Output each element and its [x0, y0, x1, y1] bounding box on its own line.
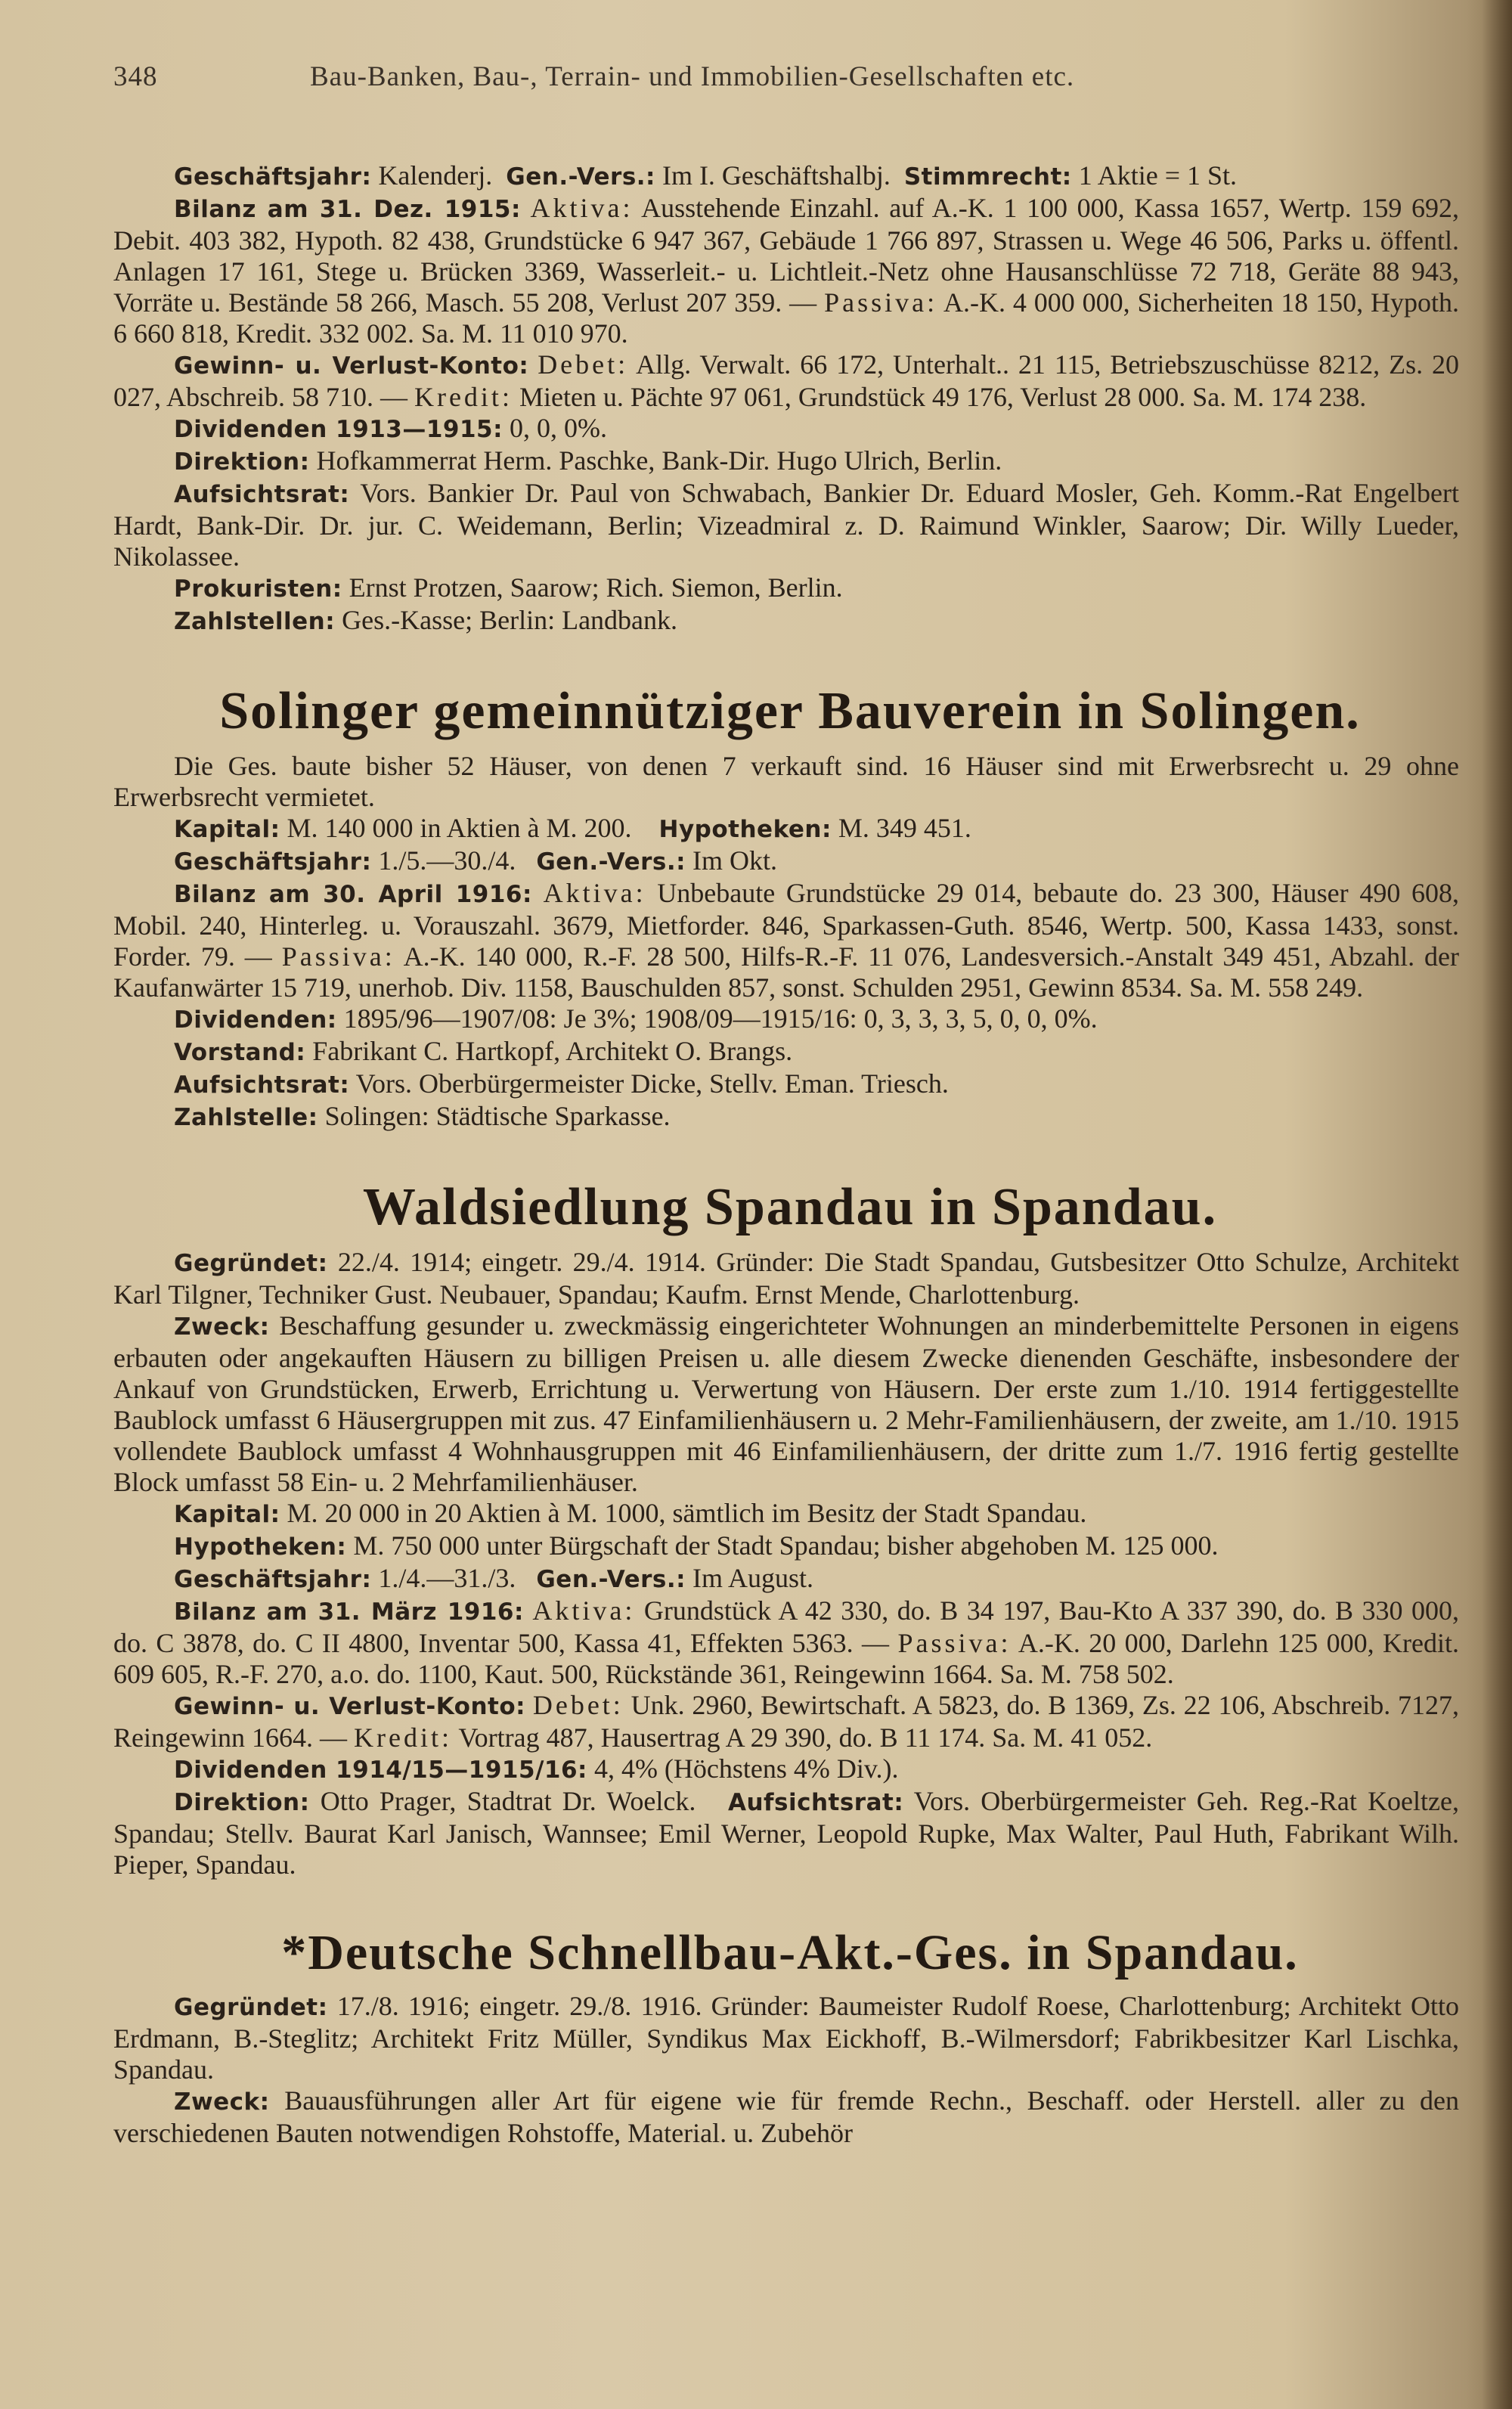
- zahlstelle-line: Zahlstelle: Solingen: Städtische Sparkasse.: [174, 1101, 671, 1131]
- page-number: 348: [113, 61, 158, 92]
- zweck-paragraph: Zweck: Bauausführungen aller Art für eigene wie für fremde Rechn., Beschaff. oder Herstell. aller zu den verschiedenen Bauten notwendigen Rohstoffe, Material. u. Zubehör: [113, 2085, 1460, 2148]
- entry-solinger-bauverein: [113, 681, 1467, 1133]
- bilanz-paragraph: Bilanz am 30. April 1916: Aktiva: Unbebaute Grundstücke 29 014, bebaute do. 23 300, Häuser 490 608, Mobil. 240, Hinterleg. u. Vorauszahl. 3679, Mietforder. 846, Sparkassen-Guth. 8546, Wertp. 500, Kassa 1433, sonst. Forder. 79. — Passiva: A.-K. 140 000, R.-F. 28 500, Hilfs-R.-F. 11 076, Landesversich.-Anstalt 349 451, Abzahl. der Kaufanwärter 15 719, unerhob. Div. 1158, Bauschulden 857, sonst. Schulden 2951, Gewinn 8534. Sa. M. 558 249.: [113, 878, 1460, 1003]
- direktion-line: Direktion: Hofkammerrat Herm. Paschke, Bank-Dir. Hugo Ulrich, Berlin.: [174, 445, 1002, 476]
- aufsichtsrat-line: Aufsichtsrat: Vors. Oberbürgermeister Dicke, Stellv. Eman. Triesch.: [174, 1068, 949, 1099]
- entry-continued: [113, 160, 1467, 637]
- geschaeftsjahr-line: Geschäftsjahr: 1./4.—31./3. Gen.-Vers.: Im August.: [174, 1563, 814, 1593]
- running-header: [113, 60, 1467, 115]
- guv-paragraph: Gewinn- u. Verlust-Konto: Debet: Unk. 2960, Bewirtschaft. A 5823, do. B 1369, Zs. 22 106, Abschreib. 7127, Reingewinn 1664. — Kredit: Vortrag 487, Hausertrag A 29 390, do. B 11 174. Sa. M. 41 052.: [113, 1690, 1460, 1753]
- zweck-paragraph: Zweck: Beschaffung gesunder u. zweckmässig eingerichteter Wohnungen an minderbemittelte Personen in eigens erbauten oder angekauften Häusern zu billigen Preisen u. alle diesem Zwecke dienenden Geschäfte, insbesondere der Ankauf von Grundstücken, Erwerb, Errichtung u. Verwertung von Häusern. Der erste zum 1./10. 1914 fertiggestellte Baublock umfasst 6 Häusergruppen mit zus. 47 Einfamilienhäusern u. 2 Mehr-Familienhäusern, der zweite, am 1./10. 1915 vollendete Baublock umfasst 4 Wohnhausgruppen mit 46 Einfamilienhäusern, der dritte zum 1./7. 1916 fertig gestellte Block umfasst 58 Ein- u. 2 Mehrfamilienhäuser.: [113, 1310, 1460, 1497]
- kapital-line: Kapital: M. 140 000 in Aktien à M. 200. Hypotheken: M. 349 451.: [174, 813, 971, 843]
- hypotheken-line: Hypotheken: M. 750 000 unter Bürgschaft der Stadt Spandau; bisher abgehoben M. 125 000.: [174, 1530, 1219, 1561]
- zahlstellen-line: Zahlstellen: Ges.-Kasse; Berlin: Landbank.: [174, 605, 678, 635]
- bilanz-paragraph: Bilanz am 31. März 1916: Aktiva: Grundstück A 42 330, do. B 34 197, Bau-Kto A 337 390, do. B 330 000, do. C 3878, do. C II 4800, Inventar 500, Kassa 41, Effekten 5363. — Passiva: A.-K. 20 000, Darlehn 125 000, Kredit. 609 605, R.-F. 270, a.o. do. 1100, Kaut. 500, Rückstände 361, Reingewinn 1664. Sa. M. 758 502.: [113, 1595, 1460, 1689]
- entry-waldsiedlung-spandau: [113, 1177, 1467, 1880]
- dividenden-line: Dividenden: 1895/96—1907/08: Je 3%; 1908/09—1915/16: 0, 3, 3, 3, 5, 0, 0, 0%.: [174, 1003, 1098, 1034]
- guv-paragraph: Gewinn- u. Verlust-Konto: Debet: Allg. Verwalt. 66 172, Unterhalt.. 21 115, Betriebszuschüsse 8212, Zs. 20 027, Abschreib. 58 710. — Kredit: Mieten u. Pächte 97 061, Grundstück 49 176, Verlust 28 000. Sa. M. 174 238.: [113, 349, 1459, 412]
- geschaeftsjahr-line: Geschäftsjahr: Kalenderj. Gen.-Vers.: Im I. Geschäftshalbj. Stimmrecht: 1 Aktie = 1 St.: [174, 160, 1238, 191]
- prokuristen-line: Prokuristen: Ernst Protzen, Saarow; Rich. Siemon, Berlin.: [174, 572, 843, 603]
- dividenden-line: Dividenden 1914/15—1915/16: 4, 4% (Höchstens 4% Div.).: [174, 1753, 899, 1784]
- gegruendet-paragraph: Gegründet: 22./4. 1914; eingetr. 29./4. 1914. Gründer: Die Stadt Spandau, Gutsbesitzer Otto Schulze, Architekt Karl Tilgner, Techniker Gust. Neubauer, Spandau; Kaufm. Ernst Mende, Charlottenburg.: [113, 1247, 1460, 1310]
- dividenden-line: Dividenden 1913—1915: 0, 0, 0%.: [174, 413, 608, 443]
- direktion-aufsichtsrat-paragraph: Direktion: Otto Prager, Stadtrat Dr. Woelck. Aufsichtsrat: Vors. Oberbürgermeister Geh. Reg.-Rat Koeltze, Spandau; Stellv. Baurat Karl Janisch, Wannsee; Emil Werner, Leopold Rupke, Max Walter, Paul Huth, Fabrikant Wilh. Pieper, Spandau.: [113, 1786, 1460, 1880]
- company-title: Waldsiedlung Spandau in Spandau.: [362, 1178, 1218, 1236]
- bilanz-paragraph: Bilanz am 31. Dez. 1915: Aktiva: Ausstehende Einzahl. auf A.-K. 1 100 000, Kassa 1657, Wertp. 159 692, Debit. 403 382, Hypoth. 82 438, Grundstücke 6 947 367, Gebäude 1 766 897, Strassen u. Wege 46 506, Parks u. öffentl. Anlagen 17 161, Stege u. Brücken 3369, Wasserleit.- u. Lichtleit.-Netz ohne Hausanschlüsse 72 718, Geräte 88 943, Vorräte u. Bestände 58 266, Masch. 55 208, Verlust 207 359. — Passiva: A.-K. 4 000 000, Sicherheiten 18 150, Hypoth. 6 660 818, Kredit. 332 002. Sa. M. 11 010 970.: [113, 193, 1460, 349]
- company-title: Solinger gemeinnütziger Bauverein in Solingen.: [219, 682, 1361, 740]
- aufsichtsrat-paragraph: Aufsichtsrat: Vors. Bankier Dr. Paul von Schwabach, Bankier Dr. Eduard Mosler, Geh. Komm.-Rat Engelbert Hardt, Bank-Dir. Dr. jur. C. Weidemann, Berlin; Vizeadmiral z. D. Raimund Winkler, Saarow; Dir. Willy Lueder, Nikolassee.: [113, 478, 1459, 572]
- company-title: *Deutsche Schnellbau-Akt.-Ges. in Spandau.: [281, 1925, 1299, 1980]
- geschaeftsjahr-line: Geschäftsjahr: 1./5.—30./4. Gen.-Vers.: Im Okt.: [174, 845, 778, 876]
- entry-deutsche-schnellbau: [113, 1924, 1467, 2149]
- running-title: Bau-Banken, Bau-, Terrain- und Immobilien-Gesellschaften etc.: [310, 61, 1075, 92]
- gegruendet-paragraph: Gegründet: 17./8. 1916; eingetr. 29./8. 1916. Gründer: Baumeister Rudolf Roese, Charlottenburg; Architekt Otto Erdmann, B.-Steglitz; Architekt Fritz Müller, Syndikus Max Eickhoff, B.-Wilmersdorf; Fabrikbesitzer Karl Lischka, Spandau.: [113, 1991, 1460, 2085]
- kapital-line: Kapital: M. 20 000 in 20 Aktien à M. 1000, sämtlich im Besitz der Stadt Spandau.: [174, 1498, 1087, 1528]
- binding-shadow: [1482, 0, 1512, 2409]
- intro-paragraph: Die Ges. baute bisher 52 Häuser, von denen 7 verkauft sind. 16 Häuser sind mit Erwerbsrecht u. 29 ohne Erwerbsrecht vermietet.: [113, 751, 1459, 812]
- vorstand-line: Vorstand: Fabrikant C. Hartkopf, Architekt O. Brangs.: [174, 1036, 793, 1066]
